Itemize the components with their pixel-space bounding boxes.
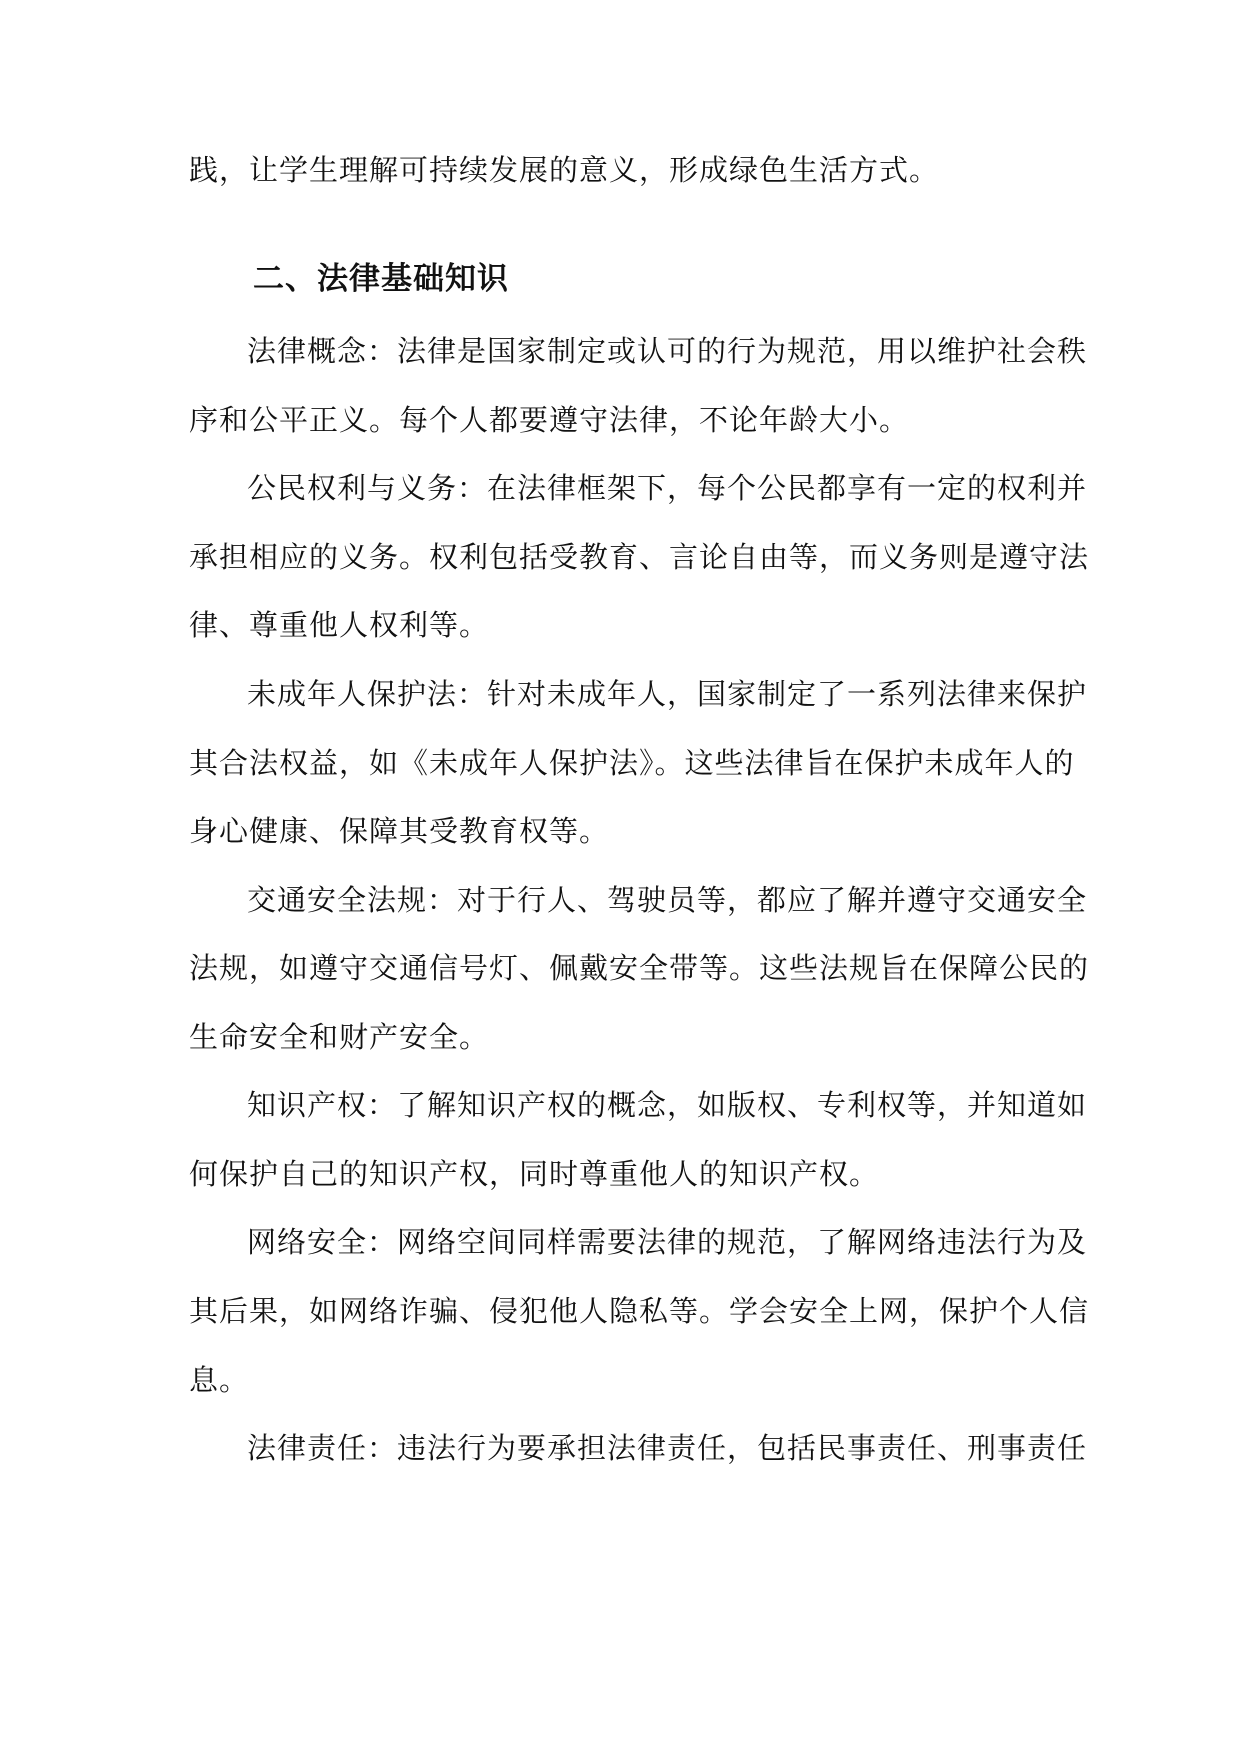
paragraph-legal-concept-line-1: 法律概念：法律是国家制定或认可的行为规范，用以维护社会秩 — [247, 334, 1088, 368]
paragraph-intellectual-property-line-1: 知识产权：了解知识产权的概念，如版权、专利权等，并知道如 — [247, 1088, 1088, 1122]
paragraph-traffic-safety-line-1: 交通安全法规：对于行人、驾驶员等，都应了解并遵守交通安全 — [247, 883, 1088, 917]
paragraph-traffic-safety-line-3: 生命安全和财产安全。 — [189, 1020, 490, 1054]
carryover-line: 践，让学生理解可持续发展的意义，形成绿色生活方式。 — [189, 153, 940, 187]
section-heading: 二、法律基础知识 — [253, 261, 509, 297]
paragraph-minor-protection-line-3: 身心健康、保障其受教育权等。 — [189, 814, 610, 848]
paragraph-minor-protection-line-1: 未成年人保护法：针对未成年人，国家制定了一系列法律来保护 — [247, 677, 1088, 711]
paragraph-legal-concept-line-2: 序和公平正义。每个人都要遵守法律，不论年龄大小。 — [189, 403, 910, 437]
paragraph-network-security-line-1: 网络安全：网络空间同样需要法律的规范，了解网络违法行为及 — [247, 1225, 1088, 1259]
paragraph-citizen-rights-line-2: 承担相应的义务。权利包括受教育、言论自由等，而义务则是遵守法 — [189, 540, 1090, 574]
paragraph-network-security-line-3: 息。 — [189, 1363, 250, 1397]
paragraph-citizen-rights-line-3: 律、尊重他人权利等。 — [189, 608, 490, 642]
paragraph-intellectual-property-line-2: 何保护自己的知识产权，同时尊重他人的知识产权。 — [189, 1157, 880, 1191]
paragraph-traffic-safety-line-2: 法规，如遵守交通信号灯、佩戴安全带等。这些法规旨在保障公民的 — [189, 951, 1090, 985]
paragraph-network-security-line-2: 其后果，如网络诈骗、侵犯他人隐私等。学会安全上网，保护个人信 — [189, 1294, 1090, 1328]
paragraph-minor-protection-line-2: 其合法权益，如《未成年人保护法》。这些法律旨在保护未成年人的 — [189, 746, 1075, 780]
paragraph-citizen-rights-line-1: 公民权利与义务：在法律框架下，每个公民都享有一定的权利并 — [247, 471, 1088, 505]
paragraph-legal-responsibility-line-1: 法律责任：违法行为要承担法律责任，包括民事责任、刑事责任 — [247, 1431, 1088, 1465]
